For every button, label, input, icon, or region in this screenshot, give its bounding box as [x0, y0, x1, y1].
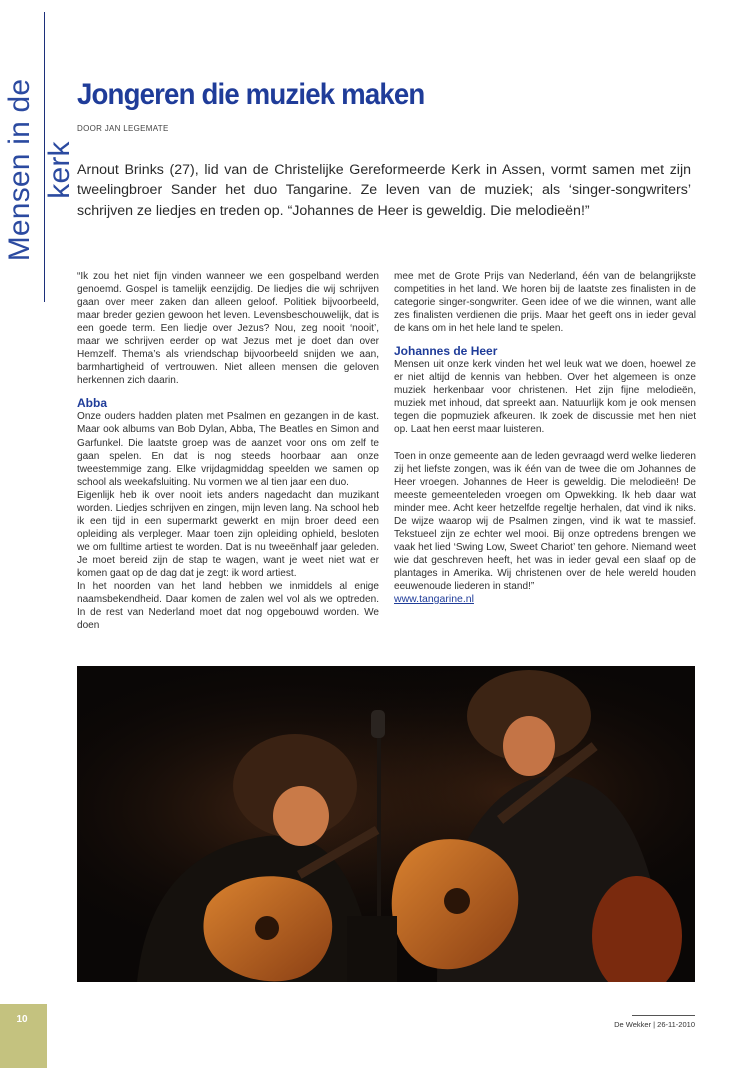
right-column [394, 270, 696, 606]
article-title: Jongeren die muziek maken [77, 78, 425, 111]
page-number: 10 [16, 1014, 28, 1025]
concert-photo [77, 666, 695, 982]
paragraph: Eigenlijk heb ik over nooit iets anders nagedacht dan muzikant worden. Liedjes schrijven en zingen, mijn leven lang. Na school heb ik een tijd in een supermarkt gewerkt en mijn broer deed een opleiding als verpleger. Maar toen zijn opleiding ophield, besloten we om fulltime artiest te worden. Dat is nu tweeënhalf jaar geleden. Je moet bereid zijn de stap te wagen, want je weet niet wat er komen gaat op de dag dat je zegt: ik word artiest. [77, 489, 379, 579]
website-link[interactable]: www.tangarine.nl [394, 593, 474, 606]
section-label: Mensen in de kerk [3, 78, 76, 262]
subheading-abba: Abba [77, 396, 107, 411]
paragraph: mee met de Grote Prijs van Nederland, één van de belangrijkste competities in het land. We horen bij de laatste zes finalisten in de categorie singer-songwriter. Geen idee of we die winnen, want alle zes finalisten verdienen die prijs. Maar het geeft ons in ieder geval de kans om in het hele land te spelen. [394, 271, 696, 335]
paragraph: “Ik zou het niet fijn vinden wanneer we een gospelband werden genoemd. Gospel is tamelijk eenzijdig. De liedjes die wij schrijven gaan over meer zaken dan alleen geloof. Politiek bijvoorbeeld, maar breder gezien gewoon het leven. Levensbeschouwelijk, dat is een goede term. Een liedje over Jezus? Nou, zeg nooit ‘nooit’, maar we schrijven eerder op wat Jezus met je doet dan over Hemzelf. Thema’s als vriendschap bijvoorbeeld snijden we aan, barmhartigheid of vertrouwen. Niet alleen mensen die geloven herkennen zich daarin. [77, 271, 379, 387]
article-intro: Arnout Brinks (27), lid van de Christelijke Gereformeerde Kerk in Assen, vormt samen met zijn tweelingbroer Sander het duo Tangarine. Ze leven van de muziek; als ‘singer-songwriters’ schrijven ze liedjes en treden op. “Johannes de Heer is geweldig. Die melodieën!” [77, 162, 691, 219]
publication-footer: De Wekker | 26-11-2010 [614, 1020, 695, 1029]
paragraph: In het noorden van het land hebben we inmiddels al enige naamsbekendheid. Daar komen de zalen wel vol als we optreden. In de rest van Nederland moet dat nog opgebouwd worden. We doen [77, 581, 379, 632]
paragraph: Toen in onze gemeente aan de leden gevraagd werd welke liederen zij het liefste zongen, was ik één van de twee die om Johannes de Heer vroegen. Johannes de Heer is geweldig. Die melodieën! De meeste gemeenteleden vroegen om Opwekking. Ik heb daar wat minder mee. Acht keer hetzelfde regeltje herhalen, dat vind ik niks. De wijze waarop wij de Psalmen zingen, vind ik wat te massief. Tekstueel zijn ze echter wel mooi. Bij onze optredens brengen we vaak het lied ‘Swing Low, Sweet Chariot’ ten gehore. Niemand weet wie dat geschreven heeft, het was in ieder geval een slaaf op de plantages in Amerika. Wij christenen over de hele wereld houden eeuwenoude liederen in stand!” [394, 450, 696, 592]
paragraph: Onze ouders hadden platen met Psalmen en gezangen in de kast. Maar ook albums van Bob Dylan, Abba, The Beatles en Simon and Garfunkel. Die laatste groep was de aanzet voor ons om zelf te gaan spelen. En dat is nog steeds hoorbaar aan onze tweestemmige zang. Elke vrijdagmiddag speelden we samen op school als weekafsluiting. Nu vormen we al tien jaar een duo. [77, 411, 379, 488]
subheading-johannes-de-heer: Johannes de Heer [394, 344, 498, 359]
paragraph: Mensen uit onze kerk vinden het wel leuk wat we doen, hoewel ze er niet altijd de kennis van hebben. Over het algemeen is onze muziek herkenbaar voor christenen. Het zijn fijne melodieën, muziek met inhoud, dat spreekt aan. Natuurlijk kom je ook mensen tegen die popmuziek afkeuren. Ik zoek de discussie met hen niet op. Laat hen eerst maar luisteren. [394, 359, 696, 436]
left-column [77, 270, 379, 632]
article-byline: DOOR JAN LEGEMATE [77, 124, 169, 133]
footer-rule [632, 1015, 695, 1016]
